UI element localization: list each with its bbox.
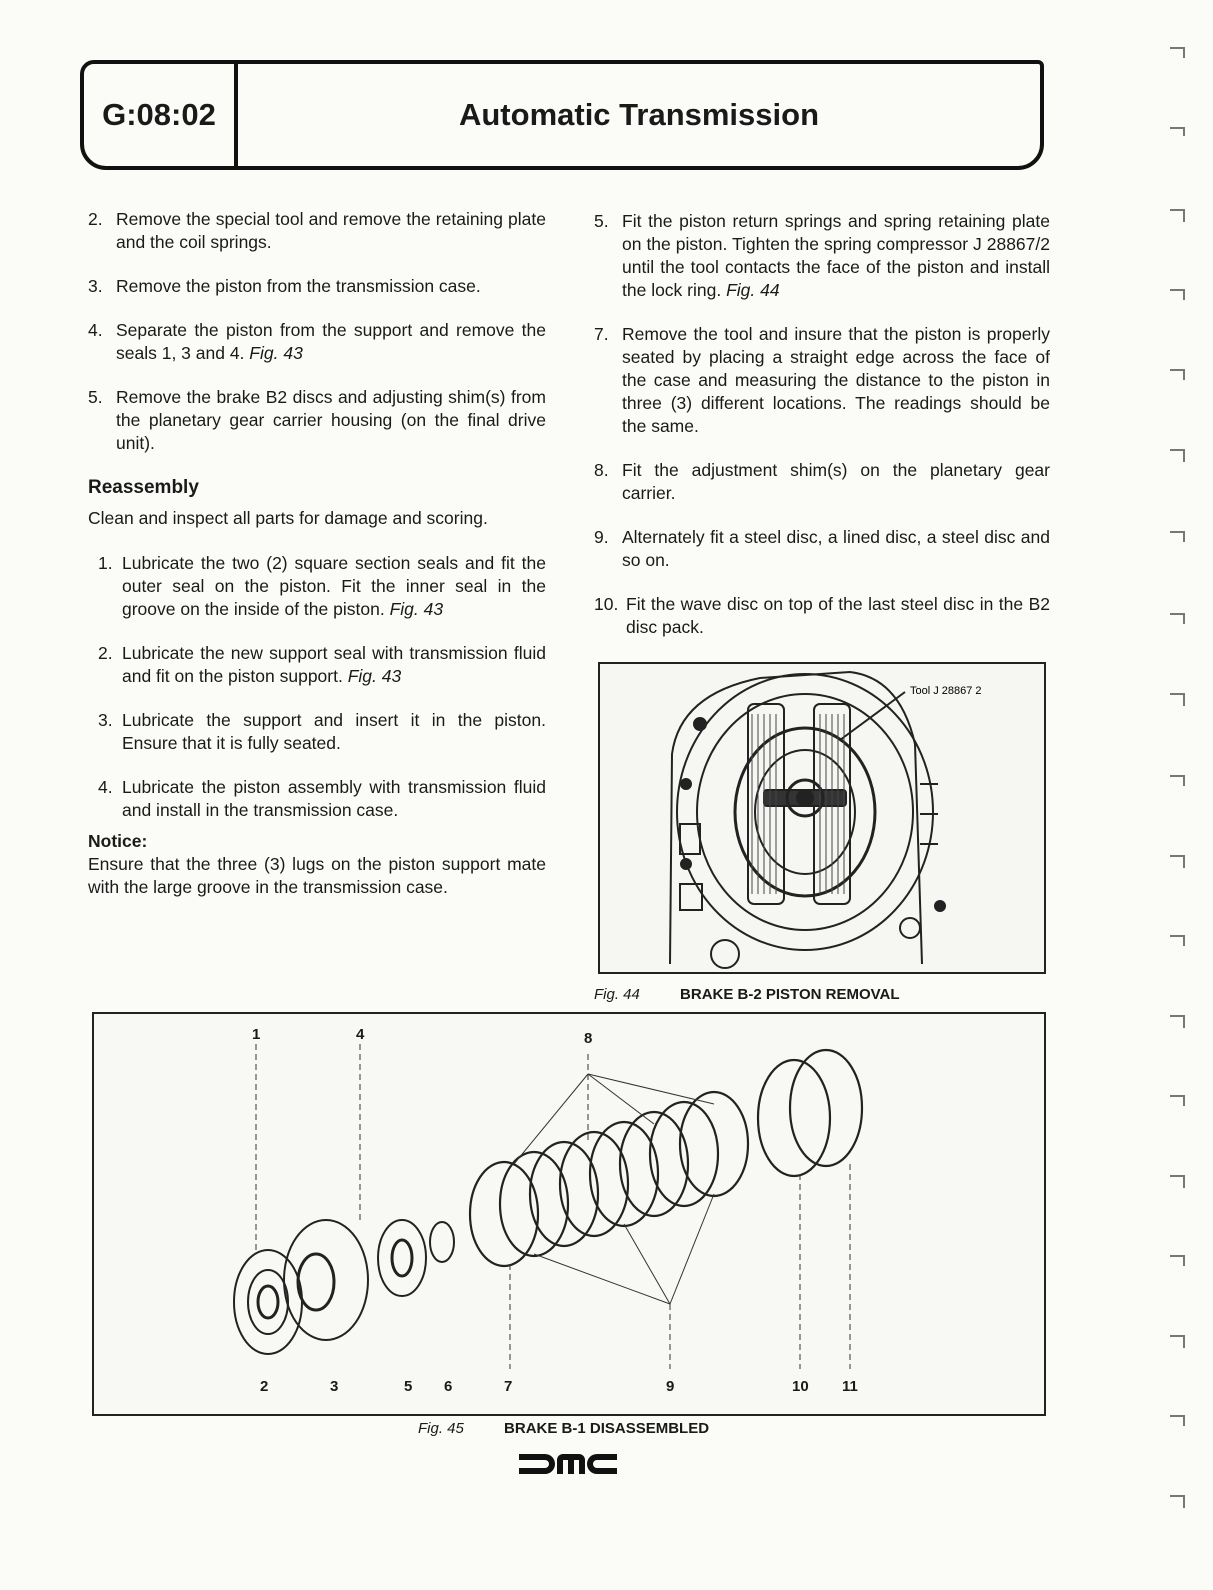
part-label-4: 4 bbox=[356, 1026, 365, 1043]
figure-reference: Fig. 43 bbox=[347, 666, 402, 686]
right-step bbox=[594, 526, 1050, 572]
right-step bbox=[594, 323, 1050, 438]
brake-b1-exploded-illustration bbox=[94, 1014, 1044, 1414]
figure-reference: Fig. 43 bbox=[249, 343, 303, 363]
figure-reference: Fig. 43 bbox=[389, 599, 444, 619]
part-label-8: 8 bbox=[584, 1030, 593, 1047]
step-number: 4. bbox=[98, 777, 113, 797]
figure-44-image bbox=[598, 662, 1046, 974]
step-text: Remove the piston from the transmission case. bbox=[116, 276, 481, 296]
reassembly-step bbox=[98, 552, 546, 621]
figure-44-caption bbox=[594, 986, 900, 1003]
step-number: 3. bbox=[98, 710, 113, 730]
reassembly-intro: Clean and inspect all parts for damage and scoring. bbox=[88, 508, 488, 528]
step-text: Lubricate the new support seal with transmission fluid and fit on the piston support. Fig. 43 bbox=[122, 643, 546, 686]
reassembly-heading: Reassembly bbox=[88, 477, 199, 498]
reassembly-step bbox=[98, 709, 546, 755]
step-number: 5. bbox=[88, 387, 103, 407]
part-label-9: 9 bbox=[666, 1378, 675, 1395]
right-step bbox=[594, 210, 1050, 302]
left-column bbox=[88, 208, 546, 899]
figure-number: Fig. 44 bbox=[594, 986, 640, 1003]
notice-heading: Notice: bbox=[88, 831, 148, 851]
section-code: G:08:02 bbox=[84, 64, 238, 166]
figure-45-caption bbox=[418, 1420, 709, 1437]
step-text: Fit the piston return springs and spring retaining plate on the piston. Tighten the spring compressor J 28867/2 until the tool contacts the face of the piston and install the lock ring. Fig. 44 bbox=[622, 211, 1050, 300]
left-step bbox=[88, 386, 546, 455]
dmc-logo-mark bbox=[519, 1452, 617, 1476]
left-step bbox=[88, 275, 546, 298]
notice-text: Ensure that the three (3) lugs on the piston support mate with the large groove in the transmission case. bbox=[88, 854, 546, 897]
step-text: Separate the piston from the support and remove the seals 1, 3 and 4. Fig. 43 bbox=[116, 320, 546, 363]
step-number: 8. bbox=[594, 460, 609, 480]
figure-number: Fig. 45 bbox=[418, 1420, 464, 1437]
step-number: 3. bbox=[88, 276, 103, 296]
tool-callout: Tool J 28867 2 bbox=[910, 685, 982, 697]
step-text: Fit the wave disc on top of the last steel disc in the B2 disc pack. bbox=[626, 594, 1050, 637]
part-label-10: 10 bbox=[792, 1378, 809, 1395]
step-text: Remove the brake B2 discs and adjusting shim(s) from the planetary gear carrier housing (on the final drive unit). bbox=[116, 387, 546, 453]
right-column bbox=[594, 210, 1050, 660]
figure-45-image bbox=[92, 1012, 1046, 1416]
figure-title: BRAKE B-2 PISTON REMOVAL bbox=[680, 986, 900, 1003]
right-step bbox=[594, 459, 1050, 505]
reassembly-step bbox=[98, 776, 546, 822]
figure-title: BRAKE B-1 DISASSEMBLED bbox=[504, 1420, 710, 1437]
binding-edge-marks bbox=[1160, 40, 1200, 1540]
step-text: Remove the tool and insure that the piston is properly seated by placing a straight edge across the face of the case and measuring the distance to the piston in three (3) different locations. The readings should be the same. bbox=[622, 324, 1050, 436]
figure-reference: Fig. 44 bbox=[726, 280, 780, 300]
reassembly-step bbox=[98, 642, 546, 688]
part-label-11: 11 bbox=[842, 1378, 858, 1395]
step-number: 4. bbox=[88, 320, 103, 340]
left-step bbox=[88, 319, 546, 365]
step-text: Lubricate the support and insert it in the piston. Ensure that it is fully seated. bbox=[122, 710, 546, 753]
right-step bbox=[594, 593, 1050, 639]
part-label-3: 3 bbox=[330, 1378, 339, 1395]
step-text: Alternately fit a steel disc, a lined disc, a steel disc and so on. bbox=[622, 527, 1050, 570]
step-text: Remove the special tool and remove the retaining plate and the coil springs. bbox=[116, 209, 546, 252]
page-header bbox=[80, 60, 1044, 170]
page-title: Automatic Transmission bbox=[458, 97, 820, 132]
step-number: 9. bbox=[594, 527, 609, 547]
part-label-7: 7 bbox=[504, 1378, 513, 1395]
step-number: 2. bbox=[98, 643, 113, 663]
step-number: 7. bbox=[594, 324, 609, 344]
left-step bbox=[88, 208, 546, 254]
step-number: 2. bbox=[88, 209, 103, 229]
reassembly-steps bbox=[88, 552, 546, 822]
step-number: 10. bbox=[594, 594, 619, 614]
part-label-6: 6 bbox=[444, 1378, 453, 1395]
part-label-2: 2 bbox=[260, 1378, 269, 1395]
step-number: 5. bbox=[594, 211, 609, 231]
part-label-5: 5 bbox=[404, 1378, 413, 1395]
step-text: Lubricate the piston assembly with transmission fluid and install in the transmission case. bbox=[122, 777, 546, 820]
part-label-1: 1 bbox=[252, 1026, 261, 1043]
step-text: Fit the adjustment shim(s) on the planetary gear carrier. bbox=[622, 460, 1050, 503]
dmc-logo bbox=[519, 1452, 617, 1481]
step-text: Lubricate the two (2) square section seals and fit the outer seal on the piston. Fit the inner seal in the groove on the inside of the piston. Fig. 43 bbox=[122, 553, 546, 619]
step-number: 1. bbox=[98, 553, 113, 573]
brake-b2-piston-illustration bbox=[600, 664, 1044, 972]
